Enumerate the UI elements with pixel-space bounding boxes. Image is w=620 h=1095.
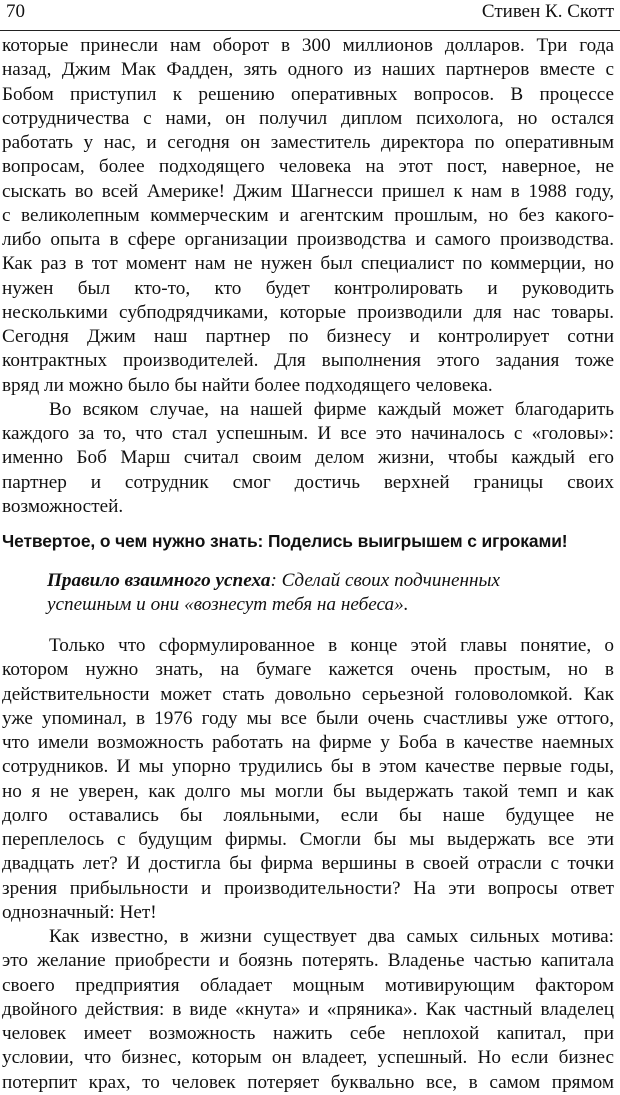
text-line: несколькими субподрядчиками, которые производили для нас товары. [2, 301, 614, 323]
text-line: Во всяком случае, на нашей фирме каждый может благодарить [49, 398, 614, 420]
header-rule [0, 30, 620, 31]
page-body [2, 34, 614, 1095]
text-line: потерпит крах, то человек потеряет буквально все, в самом прямом [2, 1071, 614, 1093]
text-line: либо опыта в сфере организации производства и самого производства. [2, 229, 614, 250]
paragraph-4 [2, 925, 614, 1095]
text-line: Как раз в тот момент нам не нужен был специалист по коммерции, но [2, 253, 614, 275]
text-line: зрения прибыльности и производительности? На эти вопросы ответ [2, 877, 614, 899]
text-line: долго оставались бы лояльными, если бы наше будущее не [2, 804, 614, 826]
text-line: условии, что бизнес, которым он владеет, успешный. Но если бизнес [2, 1047, 614, 1069]
text-line: сыскать во всей Америке! Джим Шагнесси пришел к нам в 1988 году, [2, 180, 614, 202]
rule-text: : Сделай своих подчиненных [270, 570, 501, 591]
text-line: вряд ли можно было бы найти более подходящего человека. [2, 374, 493, 396]
rule-title: Правило взаимного успеха [47, 570, 271, 591]
text-line: работать у нас, и сегодня он заместитель директора по оперативным [2, 132, 614, 153]
text-line: партнер и сотрудник смог достичь верхней границы своих [2, 471, 614, 493]
text-line: Как известно, в жизни существует два самых сильных мотива: [49, 926, 614, 947]
text-line: возможностей. [2, 495, 124, 517]
page-header [0, 0, 620, 30]
text-line: именно Боб Марш считал своим делом жизни, чтобы каждый его [2, 447, 614, 469]
text-line: назад, Джим Мак Фадден, зять одного из наших партнеров вместе с [2, 59, 614, 81]
text-line: сотрудничества с нами, он получил диплом психолога, но остался [2, 107, 614, 129]
paragraph-2 [2, 398, 614, 519]
rule-text: успешным и они «вознесут тебя на небеса». [47, 593, 409, 615]
text-line: Сегодня Джим наш партнер по бизнесу и контролирует сотни [2, 326, 614, 347]
text-line: человек имеет возможность нажить себе неплохой капитал, при [2, 1023, 614, 1044]
text-line: двойного действия: в виде «кнута» и «пряника». Как частный владелец [2, 998, 614, 1020]
text-line: Только что сформулированное в конце этой главы понятие, о [49, 635, 614, 656]
text-line: сотрудников. И мы упорно трудились бы в этом качестве первые годы, [2, 756, 614, 778]
text-line: однозначный: Нет! [2, 901, 157, 923]
text-line: действительности может стать довольно серьезной головоломкой. Как [2, 683, 614, 705]
text-line: Бобом приступил к решению оперативных вопросов. В процессе [2, 83, 614, 105]
rule-statement [47, 569, 570, 616]
paragraph-3 [2, 634, 614, 925]
text-line: это желание приобрести и боязнь потерять. Владенье частью капитала [2, 950, 614, 972]
text-line: котором нужно знать, на бумаге кажется очень простым, но в [2, 659, 614, 681]
text-line: вопросам, более подходящего человека на этот пост, наверное, не [2, 156, 614, 178]
text-line: уже упоминал, в 1976 году мы все были очень счастливы уже оттого, [2, 707, 614, 729]
text-line: с великолепным коммерческим и агентским прошлым, но без какого- [2, 204, 614, 226]
text-line: своего предприятия обладает мощным мотивирующим фактором [2, 974, 614, 996]
section-heading: Четвертое, о чем нужно знать: Поделись выигрышем с игроками! [2, 531, 568, 551]
text-line: каждого за то, что стал успешным. И все это начиналось с «головы»: [2, 423, 614, 444]
text-line: которые принесли нам оборот в 300 миллионов долларов. Три года [2, 35, 614, 56]
text-line: нужен был кто-то, кто будет контролировать и руководить [2, 277, 614, 299]
text-line: переплелось с будущим фирмы. Смогли бы мы выдержать все эти [2, 829, 614, 850]
page-number: 70 [6, 1, 25, 22]
text-line: двадцать лет? И достигла бы фирма вершины в своей отрасли с точки [2, 853, 614, 875]
text-line: но я не уверен, как долго мы могли бы выдержать такой темп и как [2, 780, 614, 802]
text-line: что имели возможность работать на фирме у Боба в качестве наемных [2, 732, 614, 753]
running-head: Стивен К. Скотт [481, 1, 614, 22]
paragraph-1 [2, 34, 614, 398]
text-line: контрактных производителей. Для выполнения этого задания тоже [2, 350, 614, 372]
